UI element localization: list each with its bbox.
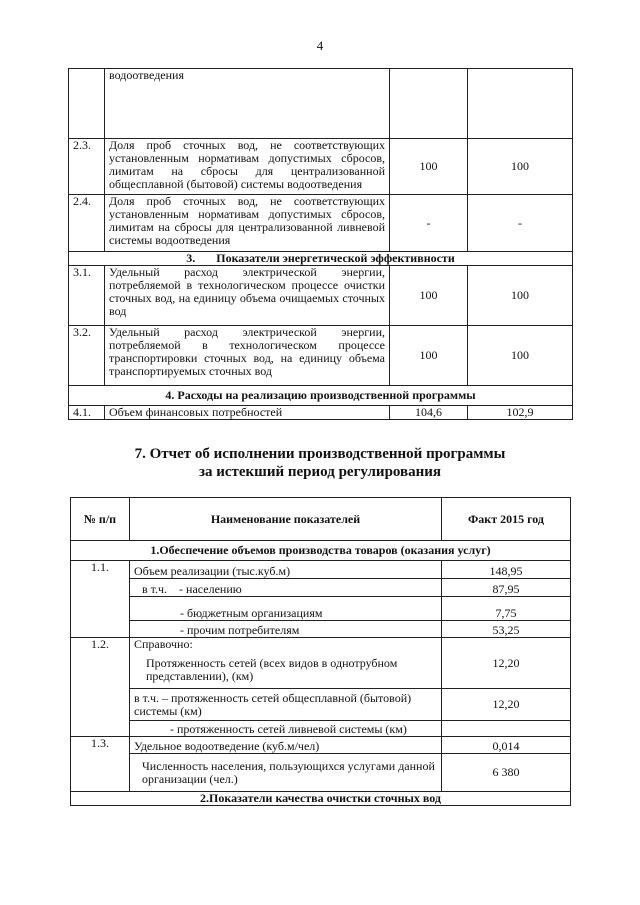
table-row	[71, 689, 571, 721]
report-heading-line2: за истекший период регулирования	[198, 464, 442, 480]
row-value: 12,20	[442, 638, 571, 689]
row-value: 6 380	[442, 754, 571, 792]
row-value: 7,75	[442, 597, 571, 621]
row-name	[130, 638, 442, 689]
row-description: Удельный расход электрической энергии, потребляемой в технологическом процессе очистки сточных вод, на единицу объема очищаемых сточных вод	[105, 266, 390, 326]
table-row	[69, 326, 573, 386]
row-number: 4.1.	[69, 406, 105, 420]
row-name: - бюджетным организациям	[130, 597, 442, 621]
page-number: 4	[316, 38, 324, 53]
row-number: 3.2.	[69, 326, 105, 386]
row-value: 87,95	[442, 579, 571, 597]
table-row	[71, 721, 571, 737]
report-heading-line1: 7. Отчет об исполнении производственной программы	[134, 446, 506, 462]
row-number: 3.1.	[69, 266, 105, 326]
row-number: 1.1.	[71, 561, 130, 638]
row-value: 148,95	[442, 561, 571, 579]
row-value: 53,25	[442, 621, 571, 638]
value-fact: 100	[468, 266, 573, 326]
row-name: Объем реализации (тыс.куб.м)	[130, 561, 442, 579]
row-name: Численность населения, пользующихся услугами данной организации (чел.)	[130, 754, 442, 792]
production-program-table	[68, 68, 573, 420]
row-name: в т.ч. – протяженность сетей общесплавной (бытовой) системы (км)	[130, 689, 442, 721]
report-heading	[0, 445, 640, 481]
row-number: 2.3.	[69, 139, 105, 195]
table-row	[69, 406, 573, 420]
row-name: - прочим потребителям	[130, 621, 442, 638]
row-description: Доля проб сточных вод, не соответствующих установленным нормативам допустимых сбросов, лимитам на сбросы для централизованной общесплавной (бытовой) системы водоотведения	[105, 139, 390, 195]
value-fact: -	[468, 195, 573, 252]
section-row	[71, 541, 571, 561]
row-name: Удельное водоотведение (куб.м/чел)	[130, 737, 442, 754]
header-row	[71, 498, 571, 541]
value-fact: 100	[468, 326, 573, 386]
network-length-label: Протяженность сетей (всех видов в однотрубном представлении), (км)	[146, 656, 398, 683]
section-title: 2.Показатели качества очистки сточных вод	[71, 792, 571, 806]
row-description: водоотведения	[105, 69, 390, 139]
row-value	[442, 721, 571, 737]
section-title: 1.Обеспечение объемов производства товаров (оказания услуг)	[71, 541, 571, 561]
reference-label: Справочно:	[134, 637, 193, 651]
section-row	[71, 792, 571, 806]
table-row	[69, 69, 573, 139]
table-row	[71, 737, 571, 754]
header-fact: Факт 2015 год	[442, 498, 571, 541]
row-number	[69, 69, 105, 139]
value-fact: 100	[468, 139, 573, 195]
row-value: 0,014	[442, 737, 571, 754]
table-row	[71, 579, 571, 597]
table-row	[71, 561, 571, 579]
row-description: Доля проб сточных вод, не соответствующих установленным нормативам допустимых сбросов, лимитам на сбросы для централизованной ливневой системы водоотведения	[105, 195, 390, 252]
row-description: Объем финансовых потребностей	[105, 406, 390, 420]
section-title: 4. Расходы на реализацию производственной программы	[69, 386, 573, 406]
value-plan: -	[390, 195, 468, 252]
report-table	[70, 497, 571, 806]
value-plan	[390, 69, 468, 139]
row-number: 1.3.	[71, 737, 130, 792]
section-row	[69, 386, 573, 406]
value-fact	[468, 69, 573, 139]
row-number: 2.4.	[69, 195, 105, 252]
table-row	[71, 621, 571, 638]
value-fact: 102,9	[468, 406, 573, 420]
header-num: № п/п	[71, 498, 130, 541]
row-value: 12,20	[442, 689, 571, 721]
value-plan: 100	[390, 139, 468, 195]
row-number: 1.2.	[71, 638, 130, 737]
row-name: - протяженность сетей ливневой системы (км)	[130, 721, 442, 737]
section-title: 3. Показатели энергетической эффективности	[69, 252, 573, 266]
value-plan: 100	[390, 266, 468, 326]
table-row	[71, 597, 571, 621]
row-name: в т.ч. - населению	[130, 579, 442, 597]
table-row	[71, 638, 571, 689]
section-row	[69, 252, 573, 266]
table-row	[69, 139, 573, 195]
table-row	[69, 266, 573, 326]
table-row	[69, 195, 573, 252]
value-plan: 104,6	[390, 406, 468, 420]
table-row	[71, 754, 571, 792]
row-description: Удельный расход электрической энергии, потребляемой в технологическом процессе транспортировки сточных вод, на единицу объема транспортируемых сточных вод	[105, 326, 390, 386]
value-plan: 100	[390, 326, 468, 386]
header-name: Наименование показателей	[130, 498, 442, 541]
